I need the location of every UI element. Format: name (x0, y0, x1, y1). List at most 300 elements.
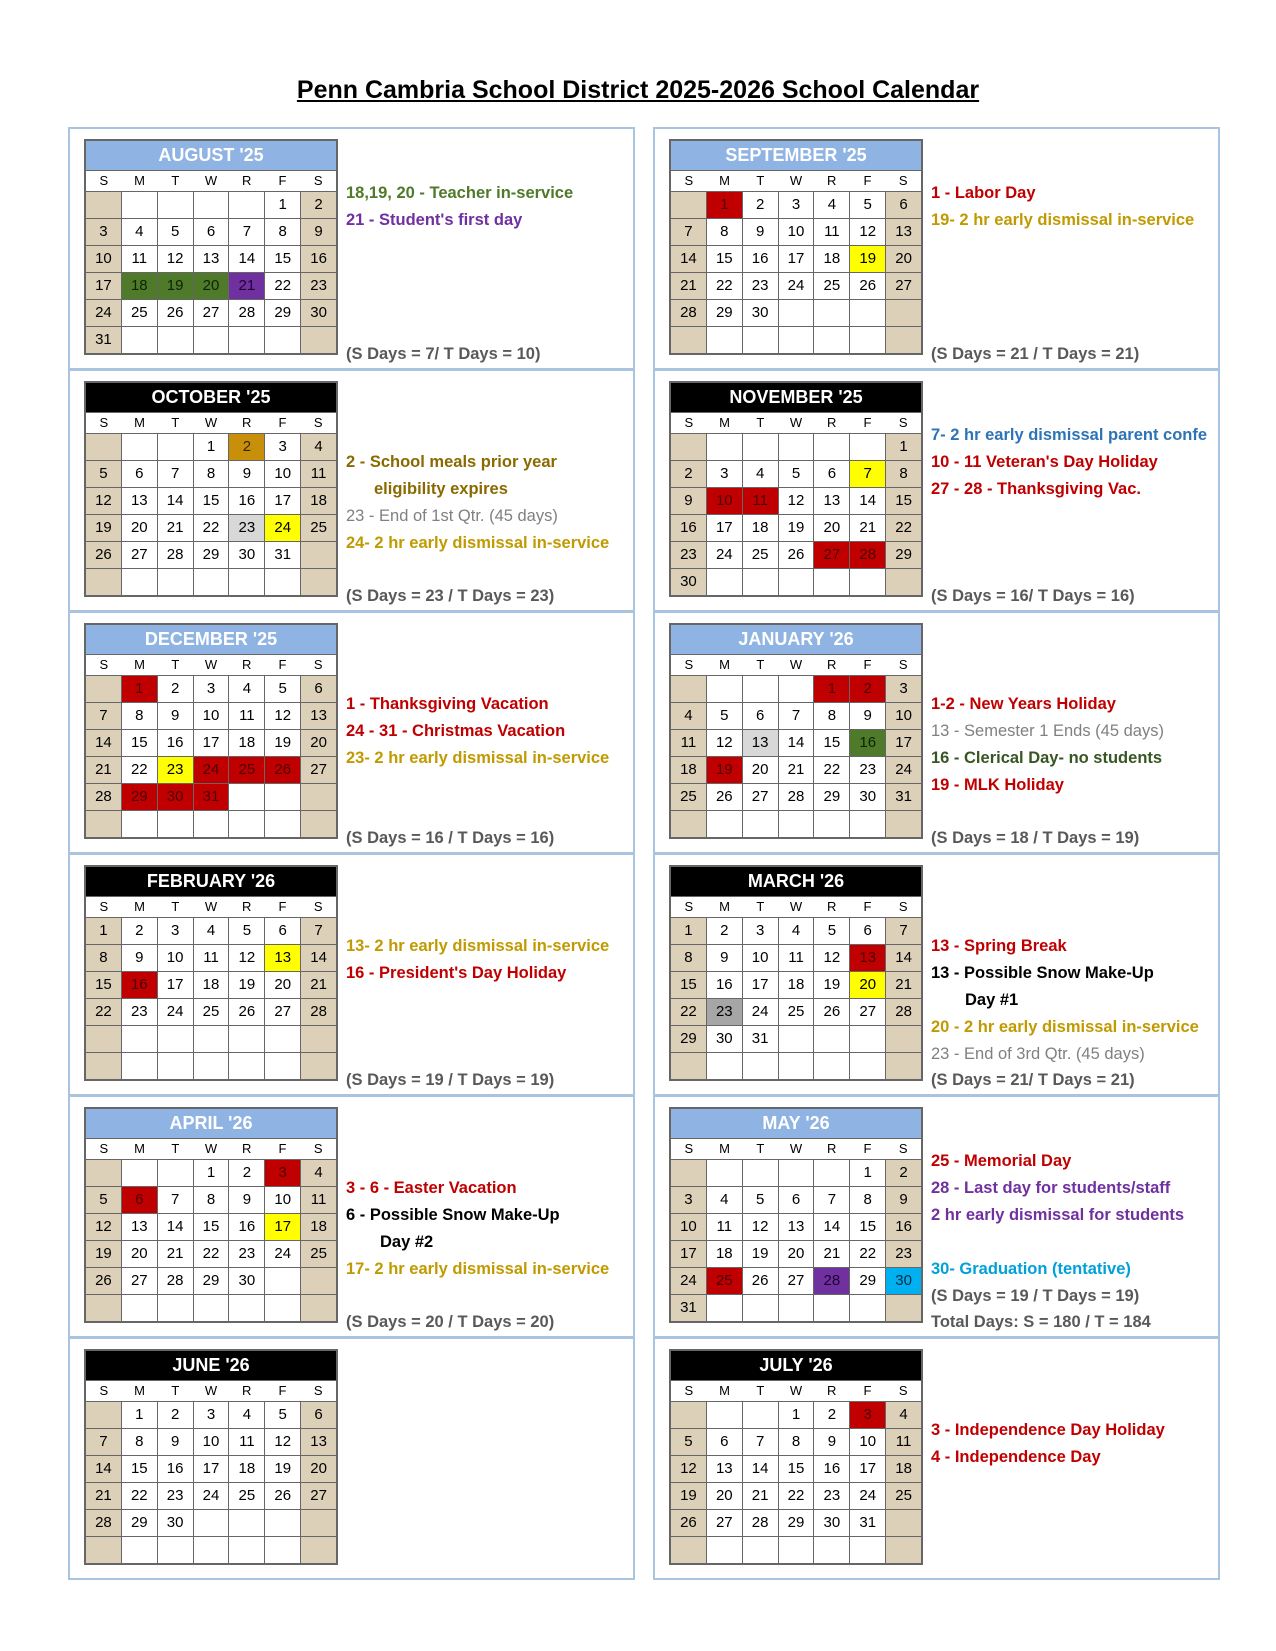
month-note: 21 - Student's first day (346, 210, 523, 229)
week-row (671, 1401, 921, 1428)
day-cell: 13 (706, 1456, 742, 1482)
day-cell: 23 (671, 542, 706, 568)
day-cell: 10 (778, 219, 814, 245)
day-cell: 3 (742, 918, 778, 944)
empty-day-cell (86, 1026, 121, 1052)
month-note: 13- 2 hr early dismissal in-service (346, 936, 610, 955)
day-cell: 17 (706, 515, 742, 541)
day-cell: 24 (742, 999, 778, 1025)
day-cell: 9 (157, 703, 193, 729)
day-cell: 20 (300, 1456, 336, 1482)
week-row (671, 756, 921, 783)
week-row (671, 1240, 921, 1267)
month-panel (653, 1337, 1220, 1580)
day-cell: 22 (885, 515, 921, 541)
empty-day-cell (264, 811, 300, 837)
empty-day-cell (121, 569, 157, 595)
day-cell: 6 (193, 219, 229, 245)
empty-day-cell (121, 1160, 157, 1186)
day-cell: 10 (671, 1214, 706, 1240)
day-cell: 9 (228, 461, 264, 487)
day-cell: 1 (121, 676, 157, 702)
empty-day-cell (849, 300, 885, 326)
day-cell: 28 (671, 300, 706, 326)
empty-day-cell (706, 434, 742, 460)
day-cell: 3 (671, 1187, 706, 1213)
day-cell: 5 (86, 1187, 121, 1213)
empty-day-cell (121, 1537, 157, 1563)
day-cell: 5 (706, 703, 742, 729)
day-cell: 23 (706, 999, 742, 1025)
day-cell: 23 (157, 757, 193, 783)
day-cell: 23 (228, 1241, 264, 1267)
day-cell: 19 (264, 730, 300, 756)
empty-day-cell (849, 1295, 885, 1321)
month-panel (68, 1095, 635, 1338)
day-cell: 26 (86, 1268, 121, 1294)
day-cell: 11 (300, 1187, 336, 1213)
empty-day-cell (742, 1053, 778, 1079)
weekday-label: M (134, 1141, 145, 1156)
day-cell: 14 (813, 1214, 849, 1240)
day-cell: 18 (706, 1241, 742, 1267)
day-cell: 1 (264, 192, 300, 218)
weekday-header-row (671, 1380, 921, 1401)
empty-day-cell (813, 1295, 849, 1321)
weekday-label: R (242, 899, 252, 914)
week-row (671, 1428, 921, 1455)
day-cell: 18 (121, 273, 157, 299)
empty-day-cell (228, 1026, 264, 1052)
day-cell: 17 (193, 1456, 229, 1482)
day-cell: 28 (778, 784, 814, 810)
month-note: eligibility expires (374, 479, 508, 498)
week-row (86, 218, 336, 245)
weekday-label: R (827, 657, 837, 672)
day-cell: 2 (157, 1402, 193, 1428)
day-cell: 14 (86, 1456, 121, 1482)
empty-day-cell (157, 327, 193, 353)
month-panel (653, 853, 1220, 1096)
week-row (671, 1213, 921, 1240)
empty-day-cell (885, 300, 921, 326)
day-cell: 21 (813, 1241, 849, 1267)
weekday-label: S (684, 415, 694, 430)
weekday-label: S (313, 657, 323, 672)
week-row (86, 917, 336, 944)
month-title: OCTOBER '25 (86, 383, 336, 412)
month-panel (653, 369, 1220, 612)
day-cell: 12 (706, 730, 742, 756)
day-cell: 21 (742, 1483, 778, 1509)
weekday-header-row (86, 412, 336, 433)
day-cell: 10 (193, 703, 229, 729)
day-cell: 2 (849, 676, 885, 702)
empty-day-cell (193, 1537, 229, 1563)
month-notes (931, 1097, 1221, 1336)
month-notes (346, 855, 636, 1094)
day-cell: 4 (671, 703, 706, 729)
empty-day-cell (157, 192, 193, 218)
day-cell: 9 (300, 219, 336, 245)
day-cell: 13 (849, 945, 885, 971)
weekday-label: S (99, 415, 109, 430)
empty-day-cell (157, 1295, 193, 1321)
weekday-label: W (789, 1383, 803, 1398)
week-row (86, 1052, 336, 1079)
day-cell: 2 (706, 918, 742, 944)
week-row (86, 810, 336, 837)
month-note: 23 - End of 1st Qtr. (45 days) (346, 506, 558, 525)
empty-day-cell (885, 327, 921, 353)
day-cell: 18 (228, 1456, 264, 1482)
month-note: 3 - Independence Day Holiday (931, 1420, 1165, 1439)
weekday-label: T (756, 899, 765, 914)
week-row (671, 245, 921, 272)
day-cell: 16 (706, 972, 742, 998)
day-cell: 29 (778, 1510, 814, 1536)
month-note: (S Days = 19 / T Days = 19) (931, 1286, 1140, 1305)
weekday-label: S (898, 415, 908, 430)
day-cell: 5 (157, 219, 193, 245)
empty-day-cell (264, 569, 300, 595)
week-row (671, 272, 921, 299)
empty-day-cell (742, 676, 778, 702)
month-title: JUNE '26 (86, 1351, 336, 1380)
month-panel (653, 1095, 1220, 1338)
day-cell: 29 (193, 1268, 229, 1294)
day-cell: 25 (885, 1483, 921, 1509)
week-row (86, 729, 336, 756)
day-cell: 23 (228, 515, 264, 541)
day-cell: 28 (849, 542, 885, 568)
weekday-label: S (898, 657, 908, 672)
day-cell: 7 (157, 1187, 193, 1213)
empty-day-cell (86, 811, 121, 837)
day-cell: 14 (778, 730, 814, 756)
empty-day-cell (778, 1537, 814, 1563)
weekday-label: W (204, 899, 218, 914)
day-cell: 6 (885, 192, 921, 218)
weekday-header-row (86, 654, 336, 675)
weekday-label: S (313, 1383, 323, 1398)
day-cell: 13 (193, 246, 229, 272)
day-cell: 29 (264, 300, 300, 326)
week-row (671, 917, 921, 944)
day-cell: 8 (193, 461, 229, 487)
day-cell: 11 (671, 730, 706, 756)
empty-day-cell (742, 1537, 778, 1563)
week-row (671, 998, 921, 1025)
empty-day-cell (228, 1537, 264, 1563)
empty-day-cell (264, 1295, 300, 1321)
day-cell: 24 (193, 757, 229, 783)
day-cell: 24 (706, 542, 742, 568)
day-cell: 11 (813, 219, 849, 245)
weekday-label: M (134, 173, 145, 188)
day-cell: 28 (813, 1268, 849, 1294)
empty-day-cell (157, 1537, 193, 1563)
day-cell: 1 (671, 918, 706, 944)
weekday-label: S (684, 657, 694, 672)
empty-day-cell (264, 1053, 300, 1079)
empty-day-cell (885, 1537, 921, 1563)
day-cell: 27 (849, 999, 885, 1025)
month-note: 17- 2 hr early dismissal in-service (346, 1259, 610, 1278)
day-cell: 17 (264, 488, 300, 514)
day-cell: 24 (157, 999, 193, 1025)
weekday-header-row (671, 654, 921, 675)
weekday-label: R (242, 415, 252, 430)
day-cell: 22 (264, 273, 300, 299)
empty-day-cell (228, 1053, 264, 1079)
month-notes (931, 613, 1221, 852)
week-row (671, 1482, 921, 1509)
week-row (671, 460, 921, 487)
day-cell: 7 (813, 1187, 849, 1213)
weekday-label: T (756, 415, 765, 430)
month-panel (68, 1337, 635, 1580)
empty-day-cell (742, 327, 778, 353)
day-cell: 4 (300, 434, 336, 460)
day-cell: 16 (300, 246, 336, 272)
day-cell: 7 (885, 918, 921, 944)
empty-day-cell (264, 784, 300, 810)
day-cell: 26 (849, 273, 885, 299)
day-cell: 1 (849, 1160, 885, 1186)
day-cell: 5 (264, 676, 300, 702)
month-note: (S Days = 16 / T Days = 16) (346, 829, 555, 848)
week-row (671, 1186, 921, 1213)
day-cell: 7 (157, 461, 193, 487)
day-cell: 14 (300, 945, 336, 971)
day-cell: 11 (121, 246, 157, 272)
month-panel (68, 127, 635, 370)
day-cell: 16 (885, 1214, 921, 1240)
month-note: 19- 2 hr early dismissal in-service (931, 210, 1195, 229)
empty-day-cell (813, 1537, 849, 1563)
day-cell: 23 (121, 999, 157, 1025)
empty-day-cell (86, 1537, 121, 1563)
day-cell: 8 (778, 1429, 814, 1455)
day-cell: 28 (86, 784, 121, 810)
empty-day-cell (300, 784, 336, 810)
week-row (671, 541, 921, 568)
weekday-label: T (171, 1383, 180, 1398)
empty-day-cell (778, 1026, 814, 1052)
empty-day-cell (706, 1295, 742, 1321)
month-notes (346, 1097, 636, 1336)
empty-day-cell (157, 1160, 193, 1186)
day-cell: 18 (742, 515, 778, 541)
day-cell: 26 (86, 542, 121, 568)
weekday-label: S (99, 1141, 109, 1156)
weekday-label: S (99, 899, 109, 914)
week-row (671, 729, 921, 756)
day-cell: 16 (813, 1456, 849, 1482)
empty-day-cell (849, 1053, 885, 1079)
day-cell: 3 (86, 219, 121, 245)
empty-day-cell (671, 434, 706, 460)
day-cell: 30 (671, 569, 706, 595)
day-cell: 12 (86, 1214, 121, 1240)
empty-day-cell (885, 569, 921, 595)
month-note: 3 - 6 - Easter Vacation (346, 1178, 517, 1197)
day-cell: 29 (885, 542, 921, 568)
day-cell: 10 (193, 1429, 229, 1455)
day-cell: 27 (742, 784, 778, 810)
empty-day-cell (671, 1537, 706, 1563)
day-cell: 12 (157, 246, 193, 272)
day-cell: 19 (813, 972, 849, 998)
empty-day-cell (742, 569, 778, 595)
day-cell: 20 (706, 1483, 742, 1509)
month-note: (S Days = 19 / T Days = 19) (346, 1071, 555, 1090)
day-cell: 28 (157, 542, 193, 568)
empty-day-cell (264, 1537, 300, 1563)
day-cell: 10 (157, 945, 193, 971)
empty-day-cell (86, 569, 121, 595)
weekday-header-row (86, 170, 336, 191)
empty-day-cell (706, 1537, 742, 1563)
day-cell: 5 (86, 461, 121, 487)
day-cell: 4 (300, 1160, 336, 1186)
month-notes (931, 371, 1221, 610)
day-cell: 5 (778, 461, 814, 487)
day-cell: 22 (706, 273, 742, 299)
month-note: 13 - Spring Break (931, 936, 1067, 955)
week-row (671, 1536, 921, 1563)
weekday-label: M (719, 1383, 730, 1398)
month-note: 2 - School meals prior year (346, 452, 557, 471)
day-cell: 8 (706, 219, 742, 245)
empty-day-cell (86, 1295, 121, 1321)
day-cell: 21 (228, 273, 264, 299)
day-cell: 6 (778, 1187, 814, 1213)
day-cell: 7 (300, 918, 336, 944)
weekday-header-row (671, 1138, 921, 1159)
weekday-label: F (278, 173, 287, 188)
weekday-header-row (671, 896, 921, 917)
empty-day-cell (849, 327, 885, 353)
day-cell: 22 (193, 515, 229, 541)
empty-day-cell (193, 1026, 229, 1052)
month-note: 23- 2 hr early dismissal in-service (346, 748, 610, 767)
empty-day-cell (778, 1295, 814, 1321)
day-cell: 26 (742, 1268, 778, 1294)
day-cell: 11 (885, 1429, 921, 1455)
month-note: 2 hr early dismissal for students (931, 1205, 1185, 1224)
weekday-label: M (719, 657, 730, 672)
weekday-label: W (204, 415, 218, 430)
day-cell: 9 (885, 1187, 921, 1213)
day-cell: 19 (228, 972, 264, 998)
weekday-label: S (99, 173, 109, 188)
empty-day-cell (300, 1268, 336, 1294)
day-cell: 10 (706, 488, 742, 514)
day-cell: 25 (706, 1268, 742, 1294)
day-cell: 14 (157, 488, 193, 514)
empty-day-cell (671, 1053, 706, 1079)
day-cell: 7 (849, 461, 885, 487)
week-row (86, 299, 336, 326)
day-cell: 19 (778, 515, 814, 541)
week-row (671, 783, 921, 810)
weekday-label: F (278, 415, 287, 430)
day-cell: 14 (849, 488, 885, 514)
empty-day-cell (885, 1510, 921, 1536)
day-cell: 16 (849, 730, 885, 756)
day-cell: 15 (264, 246, 300, 272)
day-cell: 22 (813, 757, 849, 783)
weekday-label: W (789, 657, 803, 672)
month-calendar (669, 139, 923, 355)
day-cell: 17 (742, 972, 778, 998)
week-row (671, 1294, 921, 1321)
day-cell: 13 (885, 219, 921, 245)
day-cell: 29 (193, 542, 229, 568)
month-notes (346, 129, 636, 368)
empty-day-cell (300, 1295, 336, 1321)
day-cell: 19 (157, 273, 193, 299)
week-row (86, 1455, 336, 1482)
week-row (86, 1267, 336, 1294)
weekday-label: R (827, 1141, 837, 1156)
month-panel (653, 127, 1220, 370)
empty-day-cell (157, 1053, 193, 1079)
day-cell: 20 (121, 515, 157, 541)
day-cell: 1 (706, 192, 742, 218)
day-cell: 25 (193, 999, 229, 1025)
week-row (86, 568, 336, 595)
day-cell: 2 (671, 461, 706, 487)
month-notes (346, 371, 636, 610)
day-cell: 24 (264, 1241, 300, 1267)
weekday-label: S (684, 173, 694, 188)
weekday-label: S (898, 1141, 908, 1156)
day-cell: 24 (849, 1483, 885, 1509)
day-cell: 26 (264, 757, 300, 783)
weekday-label: T (171, 899, 180, 914)
weekday-header-row (671, 412, 921, 433)
weekday-header-row (671, 170, 921, 191)
day-cell: 15 (778, 1456, 814, 1482)
weekday-label: F (863, 1141, 872, 1156)
week-row (86, 1509, 336, 1536)
weekday-label: W (789, 415, 803, 430)
day-cell: 28 (885, 999, 921, 1025)
day-cell: 14 (885, 945, 921, 971)
day-cell: 4 (121, 219, 157, 245)
day-cell: 24 (671, 1268, 706, 1294)
month-note: 4 - Independence Day (931, 1447, 1101, 1466)
day-cell: 27 (778, 1268, 814, 1294)
day-cell: 17 (849, 1456, 885, 1482)
day-cell: 8 (264, 219, 300, 245)
empty-day-cell (121, 1295, 157, 1321)
weekday-label: R (827, 899, 837, 914)
week-row (86, 1213, 336, 1240)
day-cell: 22 (671, 999, 706, 1025)
empty-day-cell (706, 327, 742, 353)
empty-day-cell (885, 1295, 921, 1321)
week-row (671, 191, 921, 218)
weekday-label: F (863, 415, 872, 430)
day-cell: 13 (121, 1214, 157, 1240)
day-cell: 19 (849, 246, 885, 272)
day-cell: 5 (264, 1402, 300, 1428)
day-cell: 8 (86, 945, 121, 971)
